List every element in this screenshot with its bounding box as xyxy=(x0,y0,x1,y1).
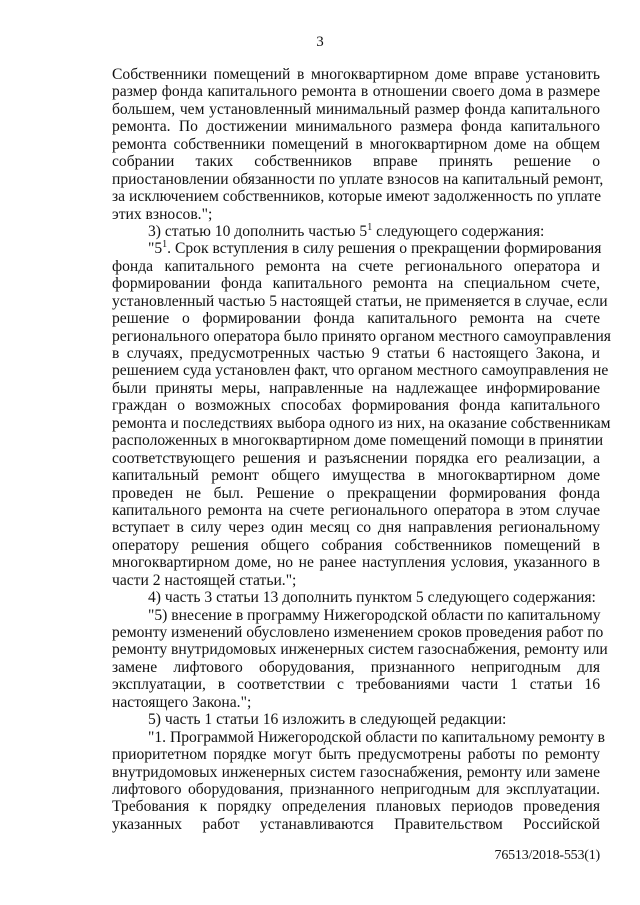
superscript: 1 xyxy=(367,221,373,233)
text-line: приостановлении обязанности по уплате взносов на капитальный ремонт, xyxy=(112,170,604,188)
text-line: соответствующего решения и разъяснении порядка его реализации, а xyxy=(112,449,600,467)
text-line: в случаях, предусмотренных частью 9 статьи 6 настоящего Закона, и xyxy=(112,345,600,362)
text-line: размер фонда капитального ремонта в отношении своего дома в размере xyxy=(112,83,600,101)
text-line: ремонта. По достижении минимального размера фонда капитального xyxy=(112,118,600,136)
text-line: настоящего Закона."; xyxy=(112,693,252,711)
document-reference-number: 76513/2018-553(1) xyxy=(494,848,600,863)
text-line: фонда капитального ремонта на счете регионального оператора и xyxy=(112,257,600,275)
text-line: формировании фонда капитального ремонта на специальном счете, xyxy=(112,275,600,293)
text-line: за исключением собственников, которые имеют задолженность по уплате xyxy=(112,188,602,206)
text-line: указанных работ устанавливаются Правительством Российской xyxy=(112,815,600,833)
text-line: вступает в силу через один месяц со дня направления региональному xyxy=(112,519,600,537)
text-line: этих взносов."; xyxy=(112,205,213,223)
text-line: внутридомовых инженерных систем газоснабжения, ремонту или замене xyxy=(112,763,600,781)
text-line: регионального оператора было принято органом местного самоуправления xyxy=(112,327,611,345)
text-segment: следующего содержания: xyxy=(372,222,545,240)
amendment-item-3 xyxy=(112,223,600,240)
text-segment: 3) статью 10 дополнить частью 5 xyxy=(148,222,368,240)
text-line: Требования к порядку определения плановых периодов проведения xyxy=(112,798,600,816)
text-line: ремонта и последствиях выбора одного из них, на оказание собственникам xyxy=(112,414,611,432)
quoted-part-1-first-line: "1. Программой Нижегородской области по капитальному ремонту в xyxy=(148,728,605,746)
text-line: части 2 настоящей статьи."; xyxy=(112,571,297,589)
text-segment: . Срок вступления в силу решения о прекращении формирования xyxy=(167,240,602,258)
text-line: эксплуатации, в соответствии с требованиями части 1 статьи 16 xyxy=(112,676,600,694)
text-line: оператору решения общего собрания собственников помещений в xyxy=(112,536,600,554)
document-body xyxy=(112,66,611,833)
text-line: граждан о возможных способах формирования фонда капитального xyxy=(112,397,600,415)
text-line: лифтового оборудования, признанного непригодным для эксплуатации. xyxy=(112,780,600,798)
text-line: замене лифтового оборудования, признанного непригодным для xyxy=(112,658,600,676)
quoted-point-first-line: "5) внесение в программу Нижегородской области по капитальному xyxy=(148,606,601,624)
text-line: ремонта собственники помещений в многоквартирном доме на общем xyxy=(112,135,600,153)
text-line: ремонту внутридомовых инженерных систем газоснабжения, ремонту или xyxy=(112,641,608,659)
text-line: большем, чем установленный минимальный размер фонда капитального xyxy=(112,100,600,118)
amendment-item-4: 4) часть 3 статьи 13 дополнить пунктом 5 следующего содержания: xyxy=(148,589,596,607)
text-line: были приняты меры, направленные на надлежащее информирование xyxy=(112,379,600,397)
amendment-item-5: 5) часть 1 статьи 16 изложить в следующей редакции: xyxy=(148,711,507,729)
text-line: Собственники помещений в многоквартирном доме вправе установить xyxy=(112,66,600,83)
text-line: многоквартирном доме, но не ранее наступления условия, указанного в xyxy=(112,554,600,572)
text-line: капитального ремонта на счете регионального оператора в этом случае xyxy=(112,501,600,519)
text-line: решение о формировании фонда капитального ремонта на счете xyxy=(112,310,600,328)
text-line: собрании таких собственников вправе принять решение о xyxy=(112,153,600,171)
text-line: решением суда установлен факт, что органом местного самоуправления не xyxy=(112,362,609,380)
page-number: 3 xyxy=(316,34,324,50)
text-line: ремонту изменений обусловлено изменением сроков проведения работ по xyxy=(112,624,604,641)
text-line: проведен не был. Решение о прекращении формирования фонда xyxy=(112,484,600,502)
superscript: 1 xyxy=(162,239,168,251)
text-line: установленный частью 5 настоящей статьи, не применяется в случае, если xyxy=(112,292,608,310)
text-line: расположенных в многоквартирном доме помещений помощи в принятии xyxy=(112,432,604,450)
text-segment: "5 xyxy=(148,240,163,258)
quoted-part-first-line xyxy=(112,240,600,257)
text-line: приоритетном порядке могут быть предусмотрены работы по ремонту xyxy=(112,746,600,764)
text-line: капитальный ремонт общего имущества в многоквартирном доме xyxy=(112,467,600,485)
